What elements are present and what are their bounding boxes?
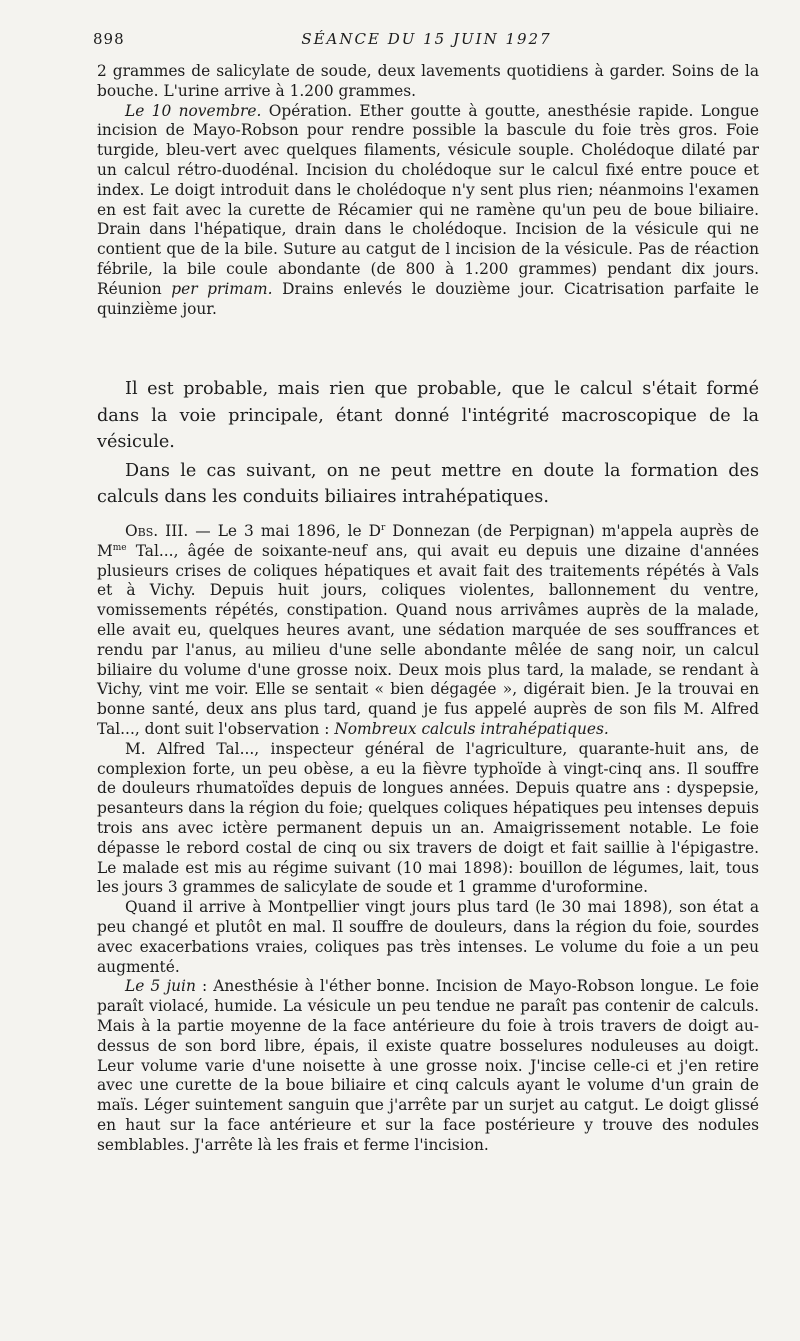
operation-text-end: Drains enlevés le douzième jour. Cicatrisation parfaite le quinzième jour. [97,279,759,318]
superscript: me [112,542,127,553]
page-number: 898 [93,30,125,48]
surgery-date: Le 5 juin [125,977,196,996]
operation-text: Opération. Ether goutte à goutte, anesthésie rapide. Longue incision de Mayo-Robson pour rendre possible la bascule du foie très gros. Foie turgide, bleu-vert avec quelques filaments, vésicule souple. Cholédoque dilaté par un calcul rétro-duodénal. Incision du cholédoque sur le calcul fixé entre pouce et index. Le doigt introduit dans le cholédoque n'y sent plus rien; néanmoins l'examen en est fait avec la curette de Récamier qui ne ramène qu'un peu de boue biliaire. Drain dans l'hépatique, drain dans le cholédoque. Incision de la vésicule qui ne contient que de la bile. Suture au catgut de l incision de la vésicule. Pas de réaction fébrile, la bile coule abondante (de 800 à 1.200 grammes) pendant dix jours. Réunion [97,101,760,298]
operation-date: Le 10 novembre. [125,101,262,120]
running-title: SÉANCE DU 15 JUIN 1927 [301,30,552,48]
observation-three [97,522,759,1156]
commentary-paragraph: Dans le cas suivant, on ne peut mettre en doute la formation des calculs dans les conduits biliaires intrahépatiques. [97,460,759,507]
observation-text: Donnezan (de Perpignan) m'appela auprès de M [97,522,759,560]
paragraph-operation [97,102,759,320]
observation-paragraph: M. Alfred Tal..., inspecteur général de l'agriculture, quarante-huit ans, de complexion forte, un peu obèse, a eu la fièvre typhoïde à vingt-cinq ans. Il souffre de douleurs rhumatoïdes depuis de longues années. Depuis quatre ans : dyspepsie, pesanteurs dans la région du foie; quelques coliques hépatiques peu intenses depuis trois ans avec ictère permanent depuis un an. Amaigrissement notable. Le foie dépasse le rebord costal de cinq ou six travers de doigt et fait saillie à l'épigastre. Le malade est mis au régime suivant (10 mai 1898): bouillon de légumes, lait, tous les jours 3 grammes de salicylate de soude et 1 gramme d'uroformine. [97,739,759,897]
observation-paragraph [97,977,759,1155]
paragraph: 2 grammes de salicylate de soude, deux lavements quotidiens à garder. Soins de la bouche. L'urine arrive à 1.200 grammes. [97,62,759,100]
case-continuation [97,62,759,319]
observation-title: Nombreux calculs intrahépatiques. [334,719,609,738]
latin-phrase: per primam. [171,279,273,298]
observation-label: Obs. III. [125,522,189,540]
observation-text: Tal..., âgée de soixante-neuf ans, qui avait eu depuis une dizaine d'années plusieurs crises de coliques hépatiques et avait fait des traitements répétés à Vals et à Vichy. Depuis huit jours, coliques violentes, ballonnement du ventre, vomissements répétés, constipation. Quand nous arrivâmes auprès de la malade, elle avait eu, quelques heures avant, une sédation marquée de ses souffrances et rendu par l'anus, au milieu d'une selle abondante mêlée de sang noir, un calcul biliaire du volume d'une grosse noix. Deux mois plus tard, la malade, se rendant à Vichy, vint me voir. Elle se sentait « bien dégagée », digérait bien. Je la trouvai en bonne santé, deux ans plus tard, quand je fus appelé auprès de son fils M. Alfred Tal..., dont suit l'observation : [97,541,759,738]
observation-text: — Le 3 mai 1896, le D [188,522,381,540]
commentary [97,376,759,513]
observation-paragraph [97,522,759,740]
observation-paragraph: Quand il arrive à Montpellier vingt jours plus tard (le 30 mai 1898), son état a peu changé et plutôt en mal. Il souffre de douleurs, dans la région du foie, sourdes avec exacerbations vraies, coliques pas très intenses. Le volume du foie a un peu augmenté. [97,898,759,976]
commentary-paragraph: Il est probable, mais rien que probable, que le calcul s'était formé dans la voie principale, étant donné l'intégrité macroscopique de la vésicule. [97,379,759,452]
surgery-text: : Anesthésie à l'éther bonne. Incision de Mayo-Robson longue. Le foie paraît violacé, humide. La vésicule un peu tendue ne paraît pas contenir de calculs. Mais à la partie moyenne de la face antérieure du foie à trois travers de doigt au-dessus de son bord libre, épais, il existe quatre bosselures noduleuses au doigt. Leur volume varie d'une noisette à une grosse noix. J'incise celle-ci et j'en retire avec une curette de la boue biliaire et cinq calculs ayant le volume d'un grain de maïs. Léger suintement sanguin que j'arrête par un surjet au catgut. Le doigt glissé en haut sur la face antérieure et sur la face postérieure y trouve des nodules semblables. J'arrête là les frais et ferme l'incision. [97,977,759,1154]
superscript: r [380,522,386,533]
